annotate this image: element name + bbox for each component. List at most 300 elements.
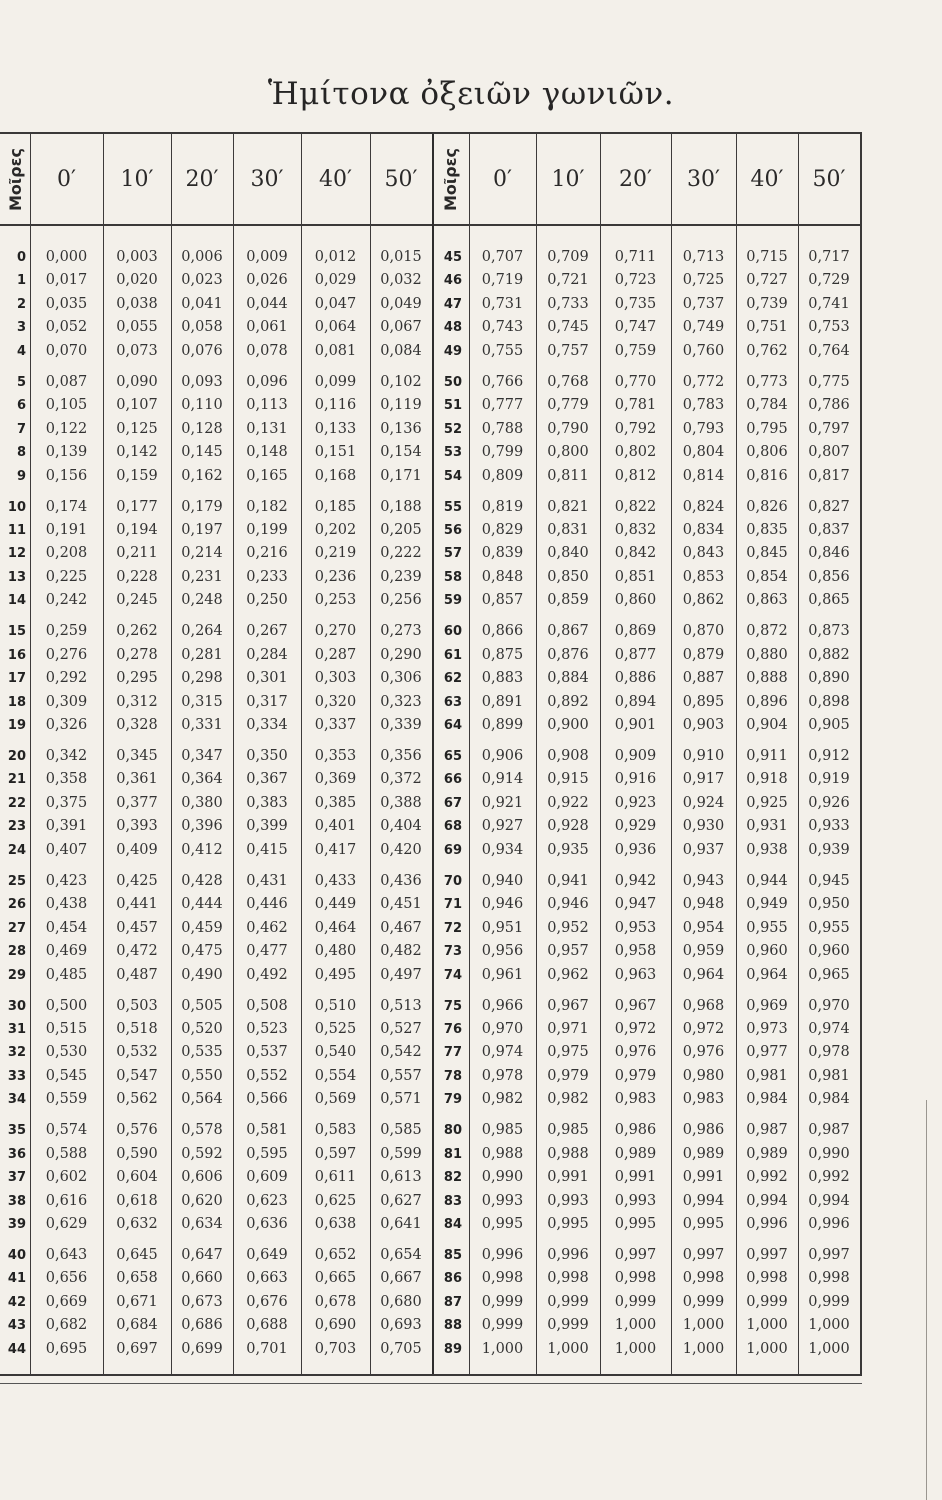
right-sine-value-cell: 0,727 bbox=[746, 272, 788, 289]
right-sine-value-cell: 0,946 bbox=[481, 896, 524, 913]
right-sine-value-cell: 0,976 bbox=[614, 1044, 657, 1061]
left-sine-value-cell: 0,145 bbox=[181, 444, 223, 461]
table-row bbox=[0, 1244, 862, 1268]
right-sine-value-cell: 0,926 bbox=[808, 794, 850, 811]
right-sine-value-cell: 0,911 bbox=[746, 748, 788, 764]
left-sine-value-cell: 0,658 bbox=[116, 1270, 158, 1287]
left-sine-value-cell: 0,015 bbox=[380, 249, 422, 265]
right-sine-value-cell: 0,993 bbox=[547, 1192, 589, 1209]
right-degree-cell: 80 bbox=[443, 1123, 462, 1139]
right-sine-value-cell: 0,768 bbox=[547, 373, 589, 390]
left-degrees-header bbox=[0, 134, 30, 224]
right-sine-value-cell: 0,995 bbox=[614, 1216, 657, 1233]
right-sine-value-cell: 0,814 bbox=[682, 467, 725, 484]
left-degree-cell: 2 bbox=[16, 296, 26, 312]
left-sine-value-cell: 0,250 bbox=[246, 592, 288, 609]
right-degree-cell: 85 bbox=[443, 1248, 462, 1263]
right-sine-value-cell: 0,882 bbox=[808, 646, 850, 663]
left-sine-value-cell: 0,023 bbox=[181, 272, 223, 289]
right-sine-value-cell: 0,989 bbox=[614, 1145, 657, 1162]
right-degree-cell: 62 bbox=[443, 671, 462, 687]
left-sine-value-cell: 0,380 bbox=[181, 794, 223, 811]
left-degree-cell: 8 bbox=[16, 445, 26, 461]
right-degrees-header bbox=[432, 134, 469, 224]
right-sine-value-cell: 0,945 bbox=[808, 872, 850, 889]
left-degree-cell: 32 bbox=[7, 1045, 26, 1061]
left-sine-value-cell: 0,492 bbox=[246, 966, 288, 983]
right-sine-value-cell: 1,000 bbox=[682, 1340, 725, 1357]
right-sine-value-cell: 0,846 bbox=[808, 545, 850, 562]
right-sine-value-cell: 0,967 bbox=[547, 997, 589, 1014]
left-sine-value-cell: 0,214 bbox=[181, 545, 223, 562]
left-sine-value-cell: 0,309 bbox=[45, 693, 88, 710]
left-degree-cell: 27 bbox=[7, 920, 26, 936]
right-sine-value-cell: 0,860 bbox=[614, 592, 657, 609]
left-sine-value-cell: 0,225 bbox=[45, 568, 88, 585]
left-sine-value-cell: 0,197 bbox=[181, 521, 223, 538]
left-sine-value-cell: 0,205 bbox=[380, 521, 422, 538]
right-sine-value-cell: 0,993 bbox=[614, 1192, 657, 1209]
table-row bbox=[0, 792, 862, 816]
right-sine-value-cell: 0,865 bbox=[808, 592, 850, 609]
right-sine-value-cell: 0,890 bbox=[808, 670, 850, 687]
right-sine-value-cell: 0,976 bbox=[682, 1044, 725, 1061]
table-row bbox=[0, 519, 862, 543]
left-sine-value-cell: 0,638 bbox=[314, 1216, 357, 1233]
right-sine-value-cell: 0,958 bbox=[614, 943, 657, 960]
right-sine-value-cell: 0,963 bbox=[614, 966, 657, 983]
table-row bbox=[0, 745, 862, 769]
left-sine-value-cell: 0,520 bbox=[181, 1020, 223, 1037]
left-sine-value-cell: 0,523 bbox=[246, 1020, 288, 1037]
right-sine-value-cell: 0,717 bbox=[808, 249, 850, 265]
right-sine-value-cell: 0,749 bbox=[682, 319, 725, 336]
right-sine-value-cell: 0,905 bbox=[808, 717, 850, 734]
right-sine-value-cell: 0,777 bbox=[481, 397, 524, 414]
left-sine-value-cell: 0,113 bbox=[246, 397, 288, 414]
left-minute-header: 40′ bbox=[319, 166, 352, 192]
left-sine-value-cell: 0,449 bbox=[314, 896, 357, 913]
left-sine-value-cell: 0,590 bbox=[116, 1145, 158, 1162]
left-sine-value-cell: 0,629 bbox=[45, 1216, 88, 1233]
right-sine-value-cell: 0,811 bbox=[547, 467, 589, 484]
right-sine-value-cell: 0,731 bbox=[481, 295, 524, 312]
right-sine-value-cell: 0,952 bbox=[547, 919, 589, 936]
right-sine-value-cell: 0,915 bbox=[547, 771, 589, 788]
left-sine-value-cell: 0,472 bbox=[116, 943, 158, 960]
left-sine-value-cell: 0,515 bbox=[45, 1020, 88, 1037]
left-sine-value-cell: 0,530 bbox=[45, 1044, 88, 1061]
right-sine-value-cell: 0,760 bbox=[682, 342, 725, 359]
right-sine-value-cell: 0,895 bbox=[682, 693, 725, 710]
right-sine-value-cell: 0,961 bbox=[481, 966, 524, 983]
left-sine-value-cell: 0,609 bbox=[246, 1169, 288, 1186]
right-sine-value-cell: 0,985 bbox=[547, 1122, 589, 1139]
left-sine-value-cell: 0,035 bbox=[45, 295, 88, 312]
left-sine-value-cell: 0,061 bbox=[246, 319, 288, 336]
right-sine-value-cell: 0,909 bbox=[614, 748, 657, 764]
right-sine-value-cell: 0,891 bbox=[481, 693, 524, 710]
right-sine-value-cell: 0,930 bbox=[682, 818, 725, 835]
left-sine-value-cell: 0,099 bbox=[314, 373, 357, 390]
left-degree-cell: 43 bbox=[7, 1318, 26, 1334]
right-sine-value-cell: 0,887 bbox=[682, 670, 725, 687]
left-minute-header: 0′ bbox=[57, 166, 76, 192]
right-sine-value-cell: 0,972 bbox=[682, 1020, 725, 1037]
left-degree-cell: 40 bbox=[7, 1248, 26, 1263]
right-sine-value-cell: 0,921 bbox=[481, 794, 524, 811]
right-degree-cell: 83 bbox=[443, 1193, 462, 1209]
right-degree-cell: 45 bbox=[443, 250, 462, 265]
right-sine-value-cell: 0,959 bbox=[682, 943, 725, 960]
left-sine-value-cell: 0,585 bbox=[380, 1122, 422, 1139]
right-sine-value-cell: 0,998 bbox=[746, 1270, 788, 1287]
right-sine-value-cell: 0,991 bbox=[682, 1169, 725, 1186]
right-degree-cell: 69 bbox=[443, 842, 462, 858]
left-degree-cell: 41 bbox=[7, 1271, 26, 1287]
left-sine-value-cell: 0,438 bbox=[45, 896, 88, 913]
right-degree-cell: 51 bbox=[443, 398, 462, 414]
right-sine-value-cell: 0,943 bbox=[682, 872, 725, 889]
left-sine-value-cell: 0,231 bbox=[181, 568, 223, 585]
right-sine-value-cell: 0,764 bbox=[808, 342, 850, 359]
left-sine-value-cell: 0,660 bbox=[181, 1270, 223, 1287]
right-sine-value-cell: 0,775 bbox=[808, 373, 850, 390]
right-sine-value-cell: 0,773 bbox=[746, 373, 788, 390]
right-sine-value-cell: 0,981 bbox=[808, 1067, 850, 1084]
left-sine-value-cell: 0,705 bbox=[380, 1340, 422, 1357]
right-degree-cell: 52 bbox=[443, 421, 462, 437]
left-sine-value-cell: 0,643 bbox=[45, 1247, 88, 1263]
right-sine-value-cell: 0,737 bbox=[682, 295, 725, 312]
right-sine-value-cell: 0,875 bbox=[481, 646, 524, 663]
left-sine-value-cell: 0,503 bbox=[116, 997, 158, 1014]
left-sine-value-cell: 0,588 bbox=[45, 1145, 88, 1162]
right-sine-value-cell: 0,937 bbox=[682, 841, 725, 858]
right-sine-value-cell: 0,755 bbox=[481, 342, 524, 359]
left-sine-value-cell: 0,171 bbox=[380, 467, 422, 484]
table-row bbox=[0, 566, 862, 590]
right-degree-cell: 53 bbox=[443, 445, 462, 461]
right-sine-value-cell: 0,994 bbox=[746, 1192, 788, 1209]
right-sine-value-cell: 0,956 bbox=[481, 943, 524, 960]
left-minute-header: 50′ bbox=[384, 166, 418, 192]
right-minute-header: 10′ bbox=[551, 166, 585, 192]
right-sine-value-cell: 0,733 bbox=[547, 295, 589, 312]
left-sine-value-cell: 0,559 bbox=[45, 1091, 88, 1108]
left-degree-cell: 18 bbox=[7, 694, 26, 710]
right-sine-value-cell: 0,709 bbox=[547, 249, 589, 265]
left-sine-value-cell: 0,185 bbox=[314, 498, 357, 515]
left-sine-value-cell: 0,425 bbox=[116, 872, 158, 889]
right-sine-value-cell: 0,995 bbox=[547, 1216, 589, 1233]
degrees-header-label: Μοῖρες bbox=[441, 147, 460, 211]
right-sine-value-cell: 0,856 bbox=[808, 568, 850, 585]
left-sine-value-cell: 0,017 bbox=[45, 272, 88, 289]
left-sine-value-cell: 0,078 bbox=[246, 342, 288, 359]
left-sine-value-cell: 0,649 bbox=[246, 1247, 288, 1263]
right-sine-value-cell: 0,985 bbox=[481, 1122, 524, 1139]
right-sine-value-cell: 0,892 bbox=[547, 693, 589, 710]
left-degree-cell: 1 bbox=[16, 273, 26, 289]
right-sine-value-cell: 0,999 bbox=[481, 1293, 524, 1310]
left-degree-cell: 12 bbox=[7, 546, 26, 562]
right-sine-value-cell: 0,790 bbox=[547, 420, 589, 437]
left-sine-value-cell: 0,096 bbox=[246, 373, 288, 390]
right-sine-value-cell: 0,994 bbox=[808, 1192, 850, 1209]
right-sine-value-cell: 0,862 bbox=[682, 592, 725, 609]
left-sine-value-cell: 0,168 bbox=[314, 467, 357, 484]
right-sine-value-cell: 0,753 bbox=[808, 319, 850, 336]
right-sine-value-cell: 0,970 bbox=[808, 997, 850, 1014]
right-sine-value-cell: 0,988 bbox=[547, 1145, 589, 1162]
left-sine-value-cell: 0,248 bbox=[181, 592, 223, 609]
left-sine-value-cell: 0,578 bbox=[181, 1122, 223, 1139]
left-sine-value-cell: 0,364 bbox=[181, 771, 223, 788]
left-sine-value-cell: 0,684 bbox=[116, 1317, 158, 1334]
right-degree-cell: 58 bbox=[443, 569, 462, 585]
right-sine-value-cell: 0,951 bbox=[481, 919, 524, 936]
right-sine-value-cell: 1,000 bbox=[746, 1317, 788, 1334]
right-sine-value-cell: 0,884 bbox=[547, 670, 589, 687]
left-sine-value-cell: 0,323 bbox=[380, 693, 422, 710]
right-degree-cell: 60 bbox=[443, 624, 462, 640]
right-sine-value-cell: 0,912 bbox=[808, 748, 850, 764]
right-sine-value-cell: 0,707 bbox=[481, 249, 524, 265]
left-sine-value-cell: 0,428 bbox=[181, 872, 223, 889]
left-sine-value-cell: 0,701 bbox=[246, 1340, 288, 1357]
right-sine-value-cell: 0,949 bbox=[746, 896, 788, 913]
left-sine-value-cell: 0,339 bbox=[380, 717, 422, 734]
left-sine-value-cell: 0,287 bbox=[314, 646, 357, 663]
left-sine-value-cell: 0,393 bbox=[116, 818, 158, 835]
right-sine-value-cell: 0,867 bbox=[547, 623, 589, 640]
left-sine-value-cell: 0,107 bbox=[116, 397, 158, 414]
left-sine-value-cell: 0,540 bbox=[314, 1044, 357, 1061]
right-sine-value-cell: 0,973 bbox=[746, 1020, 788, 1037]
right-sine-value-cell: 0,969 bbox=[746, 997, 788, 1014]
right-sine-value-cell: 0,982 bbox=[547, 1091, 589, 1108]
left-sine-value-cell: 0,064 bbox=[314, 319, 357, 336]
right-sine-value-cell: 0,999 bbox=[547, 1317, 589, 1334]
left-sine-value-cell: 0,680 bbox=[380, 1293, 422, 1310]
table-row bbox=[0, 1166, 862, 1190]
left-sine-value-cell: 0,569 bbox=[314, 1091, 357, 1108]
left-degree-cell: 7 bbox=[16, 421, 26, 437]
right-sine-value-cell: 0,795 bbox=[746, 420, 788, 437]
right-sine-value-cell: 0,857 bbox=[481, 592, 524, 609]
left-sine-value-cell: 0,597 bbox=[314, 1145, 357, 1162]
right-degree-cell: 57 bbox=[443, 546, 462, 562]
left-sine-value-cell: 0,652 bbox=[314, 1247, 357, 1263]
left-sine-value-cell: 0,191 bbox=[45, 521, 88, 538]
right-sine-value-cell: 0,919 bbox=[808, 771, 850, 788]
left-sine-value-cell: 0,361 bbox=[116, 771, 158, 788]
right-sine-value-cell: 0,935 bbox=[547, 841, 589, 858]
left-sine-value-cell: 0,399 bbox=[246, 818, 288, 835]
right-sine-value-cell: 0,972 bbox=[614, 1020, 657, 1037]
left-sine-value-cell: 0,695 bbox=[45, 1340, 88, 1357]
left-sine-value-cell: 0,625 bbox=[314, 1192, 357, 1209]
left-sine-value-cell: 0,044 bbox=[246, 295, 288, 312]
left-sine-value-cell: 0,469 bbox=[45, 943, 88, 960]
left-sine-value-cell: 0,542 bbox=[380, 1044, 422, 1061]
left-sine-value-cell: 0,029 bbox=[314, 272, 357, 289]
right-sine-value-cell: 0,757 bbox=[547, 342, 589, 359]
left-sine-value-cell: 0,697 bbox=[116, 1340, 158, 1357]
bottom-rule bbox=[0, 1383, 862, 1384]
right-sine-value-cell: 0,944 bbox=[746, 872, 788, 889]
right-sine-value-cell: 0,997 bbox=[746, 1247, 788, 1263]
left-sine-value-cell: 0,242 bbox=[45, 592, 88, 609]
table-row bbox=[0, 644, 862, 668]
left-sine-value-cell: 0,671 bbox=[116, 1293, 158, 1310]
right-degree-cell: 66 bbox=[443, 772, 462, 788]
right-sine-value-cell: 0,987 bbox=[808, 1122, 850, 1139]
right-sine-value-cell: 0,870 bbox=[682, 623, 725, 640]
right-sine-value-cell: 0,802 bbox=[614, 444, 657, 461]
right-sine-value-cell: 0,854 bbox=[746, 568, 788, 585]
left-sine-value-cell: 0,475 bbox=[181, 943, 223, 960]
right-degree-cell: 78 bbox=[443, 1068, 462, 1084]
left-sine-value-cell: 0,131 bbox=[246, 420, 288, 437]
right-sine-value-cell: 0,984 bbox=[746, 1091, 788, 1108]
table-row bbox=[0, 1338, 862, 1362]
right-sine-value-cell: 0,981 bbox=[746, 1067, 788, 1084]
left-sine-value-cell: 0,407 bbox=[45, 841, 88, 858]
left-sine-value-cell: 0,632 bbox=[116, 1216, 158, 1233]
left-sine-value-cell: 0,383 bbox=[246, 794, 288, 811]
right-sine-value-cell: 0,880 bbox=[746, 646, 788, 663]
left-sine-value-cell: 0,179 bbox=[181, 498, 223, 515]
left-sine-value-cell: 0,188 bbox=[380, 498, 422, 515]
right-sine-value-cell: 0,991 bbox=[547, 1169, 589, 1186]
right-minute-header: 30′ bbox=[687, 166, 720, 192]
right-sine-value-cell: 0,971 bbox=[547, 1020, 589, 1037]
header-rule bbox=[0, 224, 862, 226]
right-sine-value-cell: 0,869 bbox=[614, 623, 657, 640]
right-degree-cell: 87 bbox=[443, 1294, 462, 1310]
table-row bbox=[0, 394, 862, 418]
left-sine-value-cell: 0,119 bbox=[380, 397, 422, 414]
right-sine-value-cell: 0,983 bbox=[682, 1091, 725, 1108]
left-sine-value-cell: 0,110 bbox=[181, 397, 223, 414]
left-sine-value-cell: 0,581 bbox=[246, 1122, 288, 1139]
right-sine-value-cell: 0,832 bbox=[614, 521, 657, 538]
left-degree-cell: 42 bbox=[7, 1294, 26, 1310]
left-sine-value-cell: 0,388 bbox=[380, 794, 422, 811]
left-sine-value-cell: 0,058 bbox=[181, 319, 223, 336]
right-degree-cell: 61 bbox=[443, 647, 462, 663]
left-sine-value-cell: 0,334 bbox=[246, 717, 288, 734]
right-degree-cell: 46 bbox=[443, 273, 462, 289]
left-degree-cell: 0 bbox=[16, 250, 26, 265]
left-sine-value-cell: 0,199 bbox=[246, 521, 288, 538]
left-sine-value-cell: 0,052 bbox=[45, 319, 88, 336]
right-sine-value-cell: 0,975 bbox=[547, 1044, 589, 1061]
left-sine-value-cell: 0,298 bbox=[181, 670, 223, 687]
left-sine-value-cell: 0,219 bbox=[314, 545, 357, 562]
left-sine-value-cell: 0,038 bbox=[116, 295, 158, 312]
left-sine-value-cell: 0,136 bbox=[380, 420, 422, 437]
right-sine-value-cell: 0,996 bbox=[746, 1216, 788, 1233]
left-sine-value-cell: 0,211 bbox=[116, 545, 158, 562]
left-sine-value-cell: 0,090 bbox=[116, 373, 158, 390]
left-sine-value-cell: 0,574 bbox=[45, 1122, 88, 1139]
left-sine-value-cell: 0,669 bbox=[45, 1293, 88, 1310]
left-degree-cell: 38 bbox=[7, 1193, 26, 1209]
left-sine-value-cell: 0,367 bbox=[246, 771, 288, 788]
left-degree-cell: 6 bbox=[16, 398, 26, 414]
left-sine-value-cell: 0,518 bbox=[116, 1020, 158, 1037]
right-sine-value-cell: 0,900 bbox=[547, 717, 589, 734]
left-sine-value-cell: 0,148 bbox=[246, 444, 288, 461]
left-sine-value-cell: 0,142 bbox=[116, 444, 158, 461]
table-row bbox=[0, 269, 862, 293]
left-sine-value-cell: 0,647 bbox=[181, 1247, 223, 1263]
right-sine-value-cell: 0,989 bbox=[682, 1145, 725, 1162]
right-sine-value-cell: 0,988 bbox=[481, 1145, 524, 1162]
table-row bbox=[0, 246, 862, 270]
right-sine-value-cell: 0,804 bbox=[682, 444, 725, 461]
right-degree-cell: 82 bbox=[443, 1170, 462, 1186]
left-sine-value-cell: 0,281 bbox=[181, 646, 223, 663]
left-sine-value-cell: 0,377 bbox=[116, 794, 158, 811]
left-degree-cell: 25 bbox=[7, 873, 26, 889]
left-sine-value-cell: 0,583 bbox=[314, 1122, 357, 1139]
left-sine-value-cell: 0,372 bbox=[380, 771, 422, 788]
right-sine-value-cell: 0,759 bbox=[614, 342, 657, 359]
right-sine-value-cell: 0,879 bbox=[682, 646, 725, 663]
right-sine-value-cell: 0,960 bbox=[808, 943, 850, 960]
right-sine-value-cell: 0,966 bbox=[481, 997, 524, 1014]
table-row bbox=[0, 714, 862, 738]
right-sine-value-cell: 0,999 bbox=[481, 1317, 524, 1334]
left-sine-value-cell: 0,602 bbox=[45, 1169, 88, 1186]
left-sine-value-cell: 0,505 bbox=[181, 997, 223, 1014]
left-sine-value-cell: 0,678 bbox=[314, 1293, 357, 1310]
right-sine-value-cell: 0,809 bbox=[481, 467, 524, 484]
right-degree-cell: 86 bbox=[443, 1271, 462, 1287]
right-minute-header: 50′ bbox=[812, 166, 846, 192]
right-sine-value-cell: 0,812 bbox=[614, 467, 657, 484]
left-sine-value-cell: 0,259 bbox=[45, 623, 88, 640]
right-sine-value-cell: 0,917 bbox=[682, 771, 725, 788]
left-sine-value-cell: 0,262 bbox=[116, 623, 158, 640]
right-sine-value-cell: 0,927 bbox=[481, 818, 524, 835]
left-degree-cell: 31 bbox=[7, 1021, 26, 1037]
left-sine-value-cell: 0,564 bbox=[181, 1091, 223, 1108]
left-sine-value-cell: 0,328 bbox=[116, 717, 158, 734]
left-sine-value-cell: 0,156 bbox=[45, 467, 88, 484]
left-sine-value-cell: 0,592 bbox=[181, 1145, 223, 1162]
right-sine-value-cell: 1,000 bbox=[808, 1340, 850, 1357]
left-sine-value-cell: 0,441 bbox=[116, 896, 158, 913]
right-sine-value-cell: 0,999 bbox=[746, 1293, 788, 1310]
table-row bbox=[0, 1291, 862, 1315]
right-degree-cell: 49 bbox=[443, 343, 462, 359]
right-sine-value-cell: 1,000 bbox=[614, 1340, 657, 1357]
left-sine-value-cell: 0,446 bbox=[246, 896, 288, 913]
right-sine-value-cell: 0,923 bbox=[614, 794, 657, 811]
left-sine-value-cell: 0,273 bbox=[380, 623, 422, 640]
table-row bbox=[0, 418, 862, 442]
left-sine-value-cell: 0,290 bbox=[380, 646, 422, 663]
right-sine-value-cell: 0,994 bbox=[682, 1192, 725, 1209]
left-sine-value-cell: 0,464 bbox=[314, 919, 357, 936]
table-row bbox=[0, 1119, 862, 1143]
right-sine-value-cell: 0,899 bbox=[481, 717, 524, 734]
